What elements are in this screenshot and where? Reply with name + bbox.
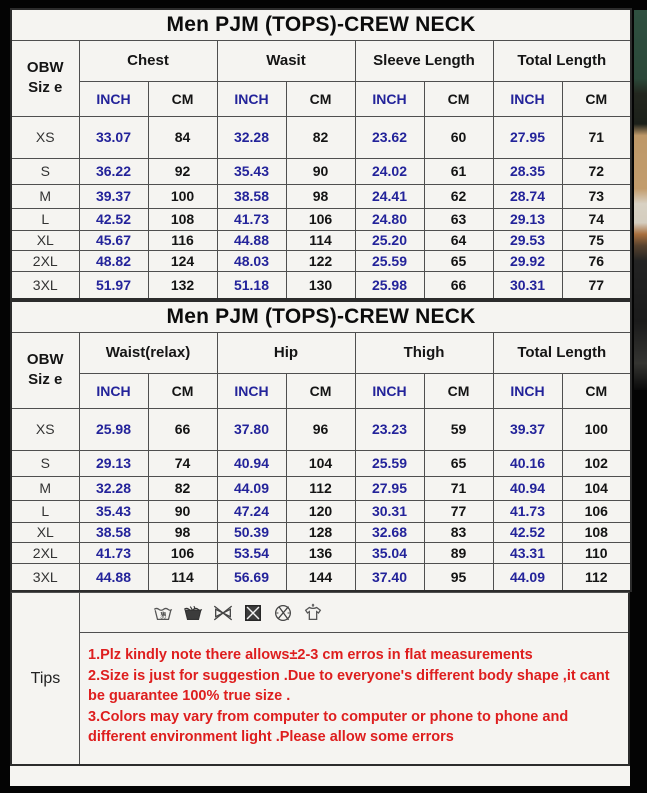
- size-row-3XL: [11, 271, 631, 299]
- size-row-XL: [11, 522, 631, 542]
- size-label: S: [11, 158, 79, 184]
- cm-value: 96: [286, 408, 355, 450]
- inch-value: 39.37: [493, 408, 562, 450]
- size-label: XL: [11, 230, 79, 250]
- size-label: M: [11, 184, 79, 208]
- inch-value: 51.97: [79, 271, 148, 299]
- cm-value: 74: [562, 208, 631, 230]
- cm-value: 98: [286, 184, 355, 208]
- inch-value: 44.09: [217, 476, 286, 500]
- cm-value: 89: [424, 542, 493, 563]
- cm-value: 71: [424, 476, 493, 500]
- unit-header-inch: INCH: [79, 81, 148, 116]
- cm-value: 112: [286, 476, 355, 500]
- inch-value: 32.68: [355, 522, 424, 542]
- size-row-S: [11, 158, 631, 184]
- inch-value: 33.07: [79, 116, 148, 158]
- size-label: XL: [11, 522, 79, 542]
- size-row-M: [11, 184, 631, 208]
- inch-value: 51.18: [217, 271, 286, 299]
- group-header-thigh: Thigh: [355, 332, 493, 373]
- size-label: 2XL: [11, 250, 79, 271]
- inch-value: 24.02: [355, 158, 424, 184]
- inch-value: 28.35: [493, 158, 562, 184]
- inch-value: 25.98: [355, 271, 424, 299]
- inch-value: 35.43: [217, 158, 286, 184]
- cm-value: 65: [424, 450, 493, 476]
- cm-value: 120: [286, 500, 355, 522]
- size-row-L: [11, 500, 631, 522]
- size-column-header: OBW Siz e: [11, 40, 79, 116]
- inch-value: 32.28: [217, 116, 286, 158]
- cm-value: 108: [148, 208, 217, 230]
- cm-value: 61: [424, 158, 493, 184]
- unit-header-row: [11, 373, 631, 408]
- cm-value: 112: [562, 563, 631, 591]
- inch-value: 41.73: [493, 500, 562, 522]
- inch-value: 32.28: [79, 476, 148, 500]
- cm-value: 63: [424, 208, 493, 230]
- unit-header-inch: INCH: [493, 81, 562, 116]
- inch-value: 44.09: [493, 563, 562, 591]
- inch-value: 40.94: [217, 450, 286, 476]
- unit-header-inch: INCH: [493, 373, 562, 408]
- size-table-tops-2: [10, 300, 632, 592]
- group-header-row: [11, 332, 631, 373]
- unit-header-cm: CM: [286, 81, 355, 116]
- unit-header-cm: CM: [148, 81, 217, 116]
- inch-value: 48.03: [217, 250, 286, 271]
- inch-value: 29.13: [79, 450, 148, 476]
- unit-header-inch: INCH: [79, 373, 148, 408]
- inch-value: 41.73: [217, 208, 286, 230]
- group-header-row: [11, 40, 631, 81]
- inch-value: 42.52: [79, 208, 148, 230]
- cm-value: 74: [148, 450, 217, 476]
- inch-value: 37.80: [217, 408, 286, 450]
- size-row-2XL: [11, 250, 631, 271]
- hand-wash-icon: [152, 602, 174, 624]
- inch-value: 40.94: [493, 476, 562, 500]
- inch-value: 50.39: [217, 522, 286, 542]
- inch-value: 25.59: [355, 450, 424, 476]
- cm-value: 77: [562, 271, 631, 299]
- group-header-total-length: Total Length: [493, 332, 631, 373]
- unit-header-inch: INCH: [355, 81, 424, 116]
- table-title: Men PJM (TOPS)-CREW NECK: [11, 9, 631, 40]
- inch-value: 29.13: [493, 208, 562, 230]
- unit-header-cm: CM: [148, 373, 217, 408]
- inch-value: 56.69: [217, 563, 286, 591]
- group-header-hip: Hip: [217, 332, 355, 373]
- inch-value: 42.52: [493, 522, 562, 542]
- cm-value: 116: [148, 230, 217, 250]
- inch-value: 27.95: [493, 116, 562, 158]
- unit-header-inch: INCH: [217, 373, 286, 408]
- cm-value: 92: [148, 158, 217, 184]
- cm-value: 104: [286, 450, 355, 476]
- tshirt-icon: [302, 602, 324, 624]
- cm-value: 124: [148, 250, 217, 271]
- size-row-S: [11, 450, 631, 476]
- group-header-total-length: Total Length: [493, 40, 631, 81]
- cm-value: 98: [148, 522, 217, 542]
- wash-basin-icon: [182, 602, 204, 624]
- tips-line: 3.Colors may vary from computer to computer or phone to phone and different environment light .Please allow some errors: [88, 708, 569, 746]
- no-wring-icon: [212, 602, 234, 624]
- cm-value: 82: [148, 476, 217, 500]
- size-label: XS: [11, 116, 79, 158]
- size-row-XS: [11, 116, 631, 158]
- group-header-chest: Chest: [79, 40, 217, 81]
- cm-value: 82: [286, 116, 355, 158]
- cm-value: 60: [424, 116, 493, 158]
- no-dry-clean-icon: [272, 602, 294, 624]
- cm-value: 90: [286, 158, 355, 184]
- inch-value: 48.82: [79, 250, 148, 271]
- inch-value: 40.16: [493, 450, 562, 476]
- cm-value: 75: [562, 230, 631, 250]
- inch-value: 39.37: [79, 184, 148, 208]
- inch-value: 36.22: [79, 158, 148, 184]
- size-row-XS: [11, 408, 631, 450]
- size-row-2XL: [11, 542, 631, 563]
- cm-value: 73: [562, 184, 631, 208]
- cm-value: 102: [562, 450, 631, 476]
- inch-value: 23.62: [355, 116, 424, 158]
- group-header-waist-relax: Waist(relax): [79, 332, 217, 373]
- size-chart-panel: [10, 8, 630, 786]
- unit-header-cm: CM: [286, 373, 355, 408]
- cm-value: 71: [562, 116, 631, 158]
- size-label: 2XL: [11, 542, 79, 563]
- cm-value: 100: [148, 184, 217, 208]
- cm-value: 66: [148, 408, 217, 450]
- inch-value: 45.67: [79, 230, 148, 250]
- inch-value: 35.43: [79, 500, 148, 522]
- tips-text: [80, 633, 628, 764]
- product-photo-strip: [634, 10, 647, 390]
- inch-value: 29.53: [493, 230, 562, 250]
- size-label: XS: [11, 408, 79, 450]
- unit-header-cm: CM: [562, 81, 631, 116]
- inch-value: 29.92: [493, 250, 562, 271]
- cm-value: 72: [562, 158, 631, 184]
- unit-header-inch: INCH: [217, 81, 286, 116]
- inch-value: 44.88: [217, 230, 286, 250]
- size-label: M: [11, 476, 79, 500]
- unit-header-row: [11, 81, 631, 116]
- table-title: Men PJM (TOPS)-CREW NECK: [11, 301, 631, 332]
- cm-value: 65: [424, 250, 493, 271]
- group-header-waist: Wasit: [217, 40, 355, 81]
- cm-value: 106: [148, 542, 217, 563]
- inch-value: 35.04: [355, 542, 424, 563]
- svg-text:30: 30: [160, 614, 167, 620]
- inch-value: 24.80: [355, 208, 424, 230]
- cm-value: 83: [424, 522, 493, 542]
- inch-value: 23.23: [355, 408, 424, 450]
- cm-value: 76: [562, 250, 631, 271]
- size-label: 3XL: [11, 271, 79, 299]
- inch-value: 44.88: [79, 563, 148, 591]
- cm-value: 106: [286, 208, 355, 230]
- unit-header-cm: CM: [424, 81, 493, 116]
- cm-value: 144: [286, 563, 355, 591]
- inch-value: 30.31: [493, 271, 562, 299]
- cm-value: 62: [424, 184, 493, 208]
- tips-section: [10, 592, 630, 766]
- inch-value: 53.54: [217, 542, 286, 563]
- cm-value: 114: [286, 230, 355, 250]
- size-row-XL: [11, 230, 631, 250]
- cm-value: 95: [424, 563, 493, 591]
- size-row-M: [11, 476, 631, 500]
- inch-value: 25.59: [355, 250, 424, 271]
- inch-value: 30.31: [355, 500, 424, 522]
- cm-value: 66: [424, 271, 493, 299]
- cm-value: 114: [148, 563, 217, 591]
- inch-value: 28.74: [493, 184, 562, 208]
- cm-value: 122: [286, 250, 355, 271]
- inch-value: 47.24: [217, 500, 286, 522]
- inch-value: 25.98: [79, 408, 148, 450]
- size-table-tops-1: [10, 8, 632, 300]
- cm-value: 64: [424, 230, 493, 250]
- size-label: L: [11, 500, 79, 522]
- cm-value: 77: [424, 500, 493, 522]
- no-tumble-dry-icon: [242, 602, 264, 624]
- cm-value: 110: [562, 542, 631, 563]
- cm-value: 106: [562, 500, 631, 522]
- tips-line: 1.Plz kindly note there allows±2-3 cm erros in flat measurements: [88, 647, 533, 663]
- unit-header-cm: CM: [562, 373, 631, 408]
- size-label: 3XL: [11, 563, 79, 591]
- inch-value: 25.20: [355, 230, 424, 250]
- cm-value: 104: [562, 476, 631, 500]
- cm-value: 132: [148, 271, 217, 299]
- cm-value: 128: [286, 522, 355, 542]
- cm-value: 130: [286, 271, 355, 299]
- group-header-sleeve-length: Sleeve Length: [355, 40, 493, 81]
- inch-value: 38.58: [79, 522, 148, 542]
- size-row-3XL: [11, 563, 631, 591]
- size-label: L: [11, 208, 79, 230]
- inch-value: 37.40: [355, 563, 424, 591]
- tips-label: Tips: [12, 593, 80, 764]
- inch-value: 38.58: [217, 184, 286, 208]
- inch-value: 27.95: [355, 476, 424, 500]
- unit-header-inch: INCH: [355, 373, 424, 408]
- care-icons-row: [80, 593, 628, 633]
- cm-value: 59: [424, 408, 493, 450]
- cm-value: 90: [148, 500, 217, 522]
- inch-value: 43.31: [493, 542, 562, 563]
- inch-value: 41.73: [79, 542, 148, 563]
- table-title-row: [11, 301, 631, 332]
- unit-header-cm: CM: [424, 373, 493, 408]
- size-row-L: [11, 208, 631, 230]
- cm-value: 100: [562, 408, 631, 450]
- inch-value: 24.41: [355, 184, 424, 208]
- cm-value: 84: [148, 116, 217, 158]
- size-column-header: OBW Siz e: [11, 332, 79, 408]
- tips-line: 2.Size is just for suggestion .Due to everyone's different body shape ,it cant be guarantee 100% true size .: [88, 667, 610, 705]
- cm-value: 108: [562, 522, 631, 542]
- table-title-row: [11, 9, 631, 40]
- size-label: S: [11, 450, 79, 476]
- cm-value: 136: [286, 542, 355, 563]
